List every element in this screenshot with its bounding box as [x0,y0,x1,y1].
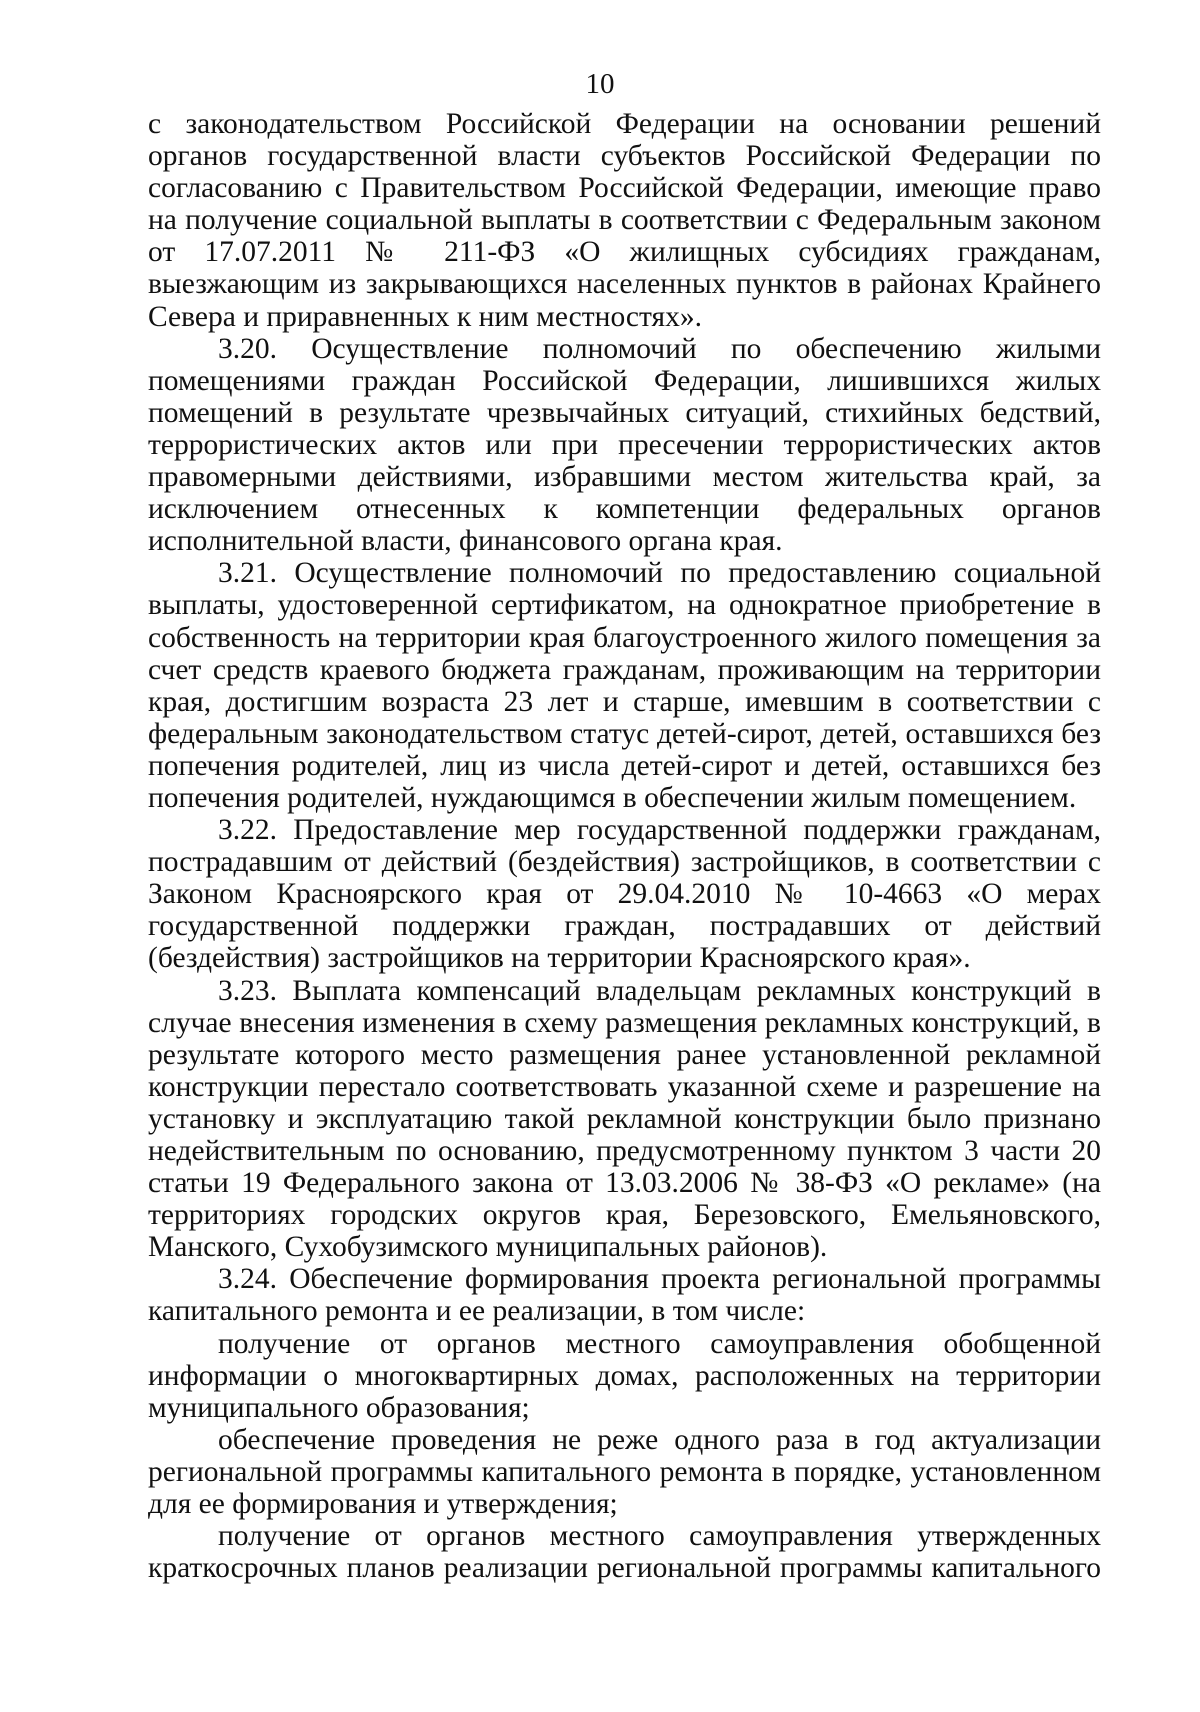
paragraph-3-24-item-1: получение от органов местного самоуправления обобщенной информации о многоквартирных домах, расположенных на территории муниципального образования; [148,1327,1101,1424]
paragraph-3-22: 3.22. Предоставление мер государственной поддержки гражданам, пострадавшим от действий (бездействия) застройщиков, в соответствии с Законом Красноярского края от 29.04.2010 № 10-4663 «О мерах государственной поддержки граждан, пострадавших от действий (бездействия) застройщиков на территории Красноярского края». [148,814,1101,975]
paragraph-3-24-item-2: обеспечение проведения не реже одного раза в год актуализации региональной программы капитального ремонта в порядке, установленном для ее формирования и утверждения; [148,1423,1101,1521]
paragraph-3-24: 3.24. Обеспечение формирования проекта региональной программы капитального ремонта и ее реализации, в том числе: [148,1263,1101,1328]
paragraph-3-21: 3.21. Осуществление полномочий по предоставлению социальной выплаты, удостоверенной сертификатом, на однократное приобретение в собственность на территории края благоустроенного жилого помещения за счет средств краевого бюджета гражданам, проживающим на территории края, достигшим возраста 23 лет и старше, имевшим в соответствии с федеральным законодательством статус детей-сирот, детей, оставшихся без попечения родителей, лиц из числа детей-сирот и детей, оставшихся без попечения родителей, нуждающимся в обеспечении жилым помещением. [148,557,1101,814]
page-number: 10 [585,68,615,100]
paragraph-3-20: 3.20. Осуществление полномочий по обеспечению жилыми помещениями граждан Российской Федерации, лишившихся жилых помещений в результате чрезвычайных ситуаций, стихийных бедствий, террористических актов или при пресечении террористических актов правомерными действиями, избравшими местом жительства край, за исключением отнесенных к компетенции федеральных органов исполнительной власти, финансового органа края. [148,332,1101,558]
document-body [148,108,1101,1584]
paragraph-3-23: 3.23. Выплата компенсаций владельцам рекламных конструкций в случае внесения изменения в схему размещения рекламных конструкций, в результате которого место размещения ранее установленной рекламной конструкции перестало соответствовать указанной схеме и разрешение на установку и эксплуатацию такой рекламной конструкции было признано недействительным по основанию, предусмотренному пунктом 3 части 20 статьи 19 Федерального закона от 13.03.2006 № 38-ФЗ «О рекламе» (на территориях городских округов края, Березовского, Емельяновского, Манского, Сухобузимского муниципальных районов). [148,974,1101,1264]
paragraph-3-24-item-3: получение от органов местного самоуправления утвержденных краткосрочных планов реализации региональной программы капитального [148,1520,1101,1585]
paragraph-continuation: с законодательством Российской Федерации на основании решений органов государственной власти субъектов Российской Федерации по согласованию с Правительством Российской Федерации, имеющие право на получение социальной выплаты в соответствии с Федеральным законом от 17.07.2011 № 211-ФЗ «О жилищных субсидиях гражданам, выезжающим из закрывающихся населенных пунктов в районах Крайнего Севера и приравненных к ним местностях». [148,108,1101,333]
